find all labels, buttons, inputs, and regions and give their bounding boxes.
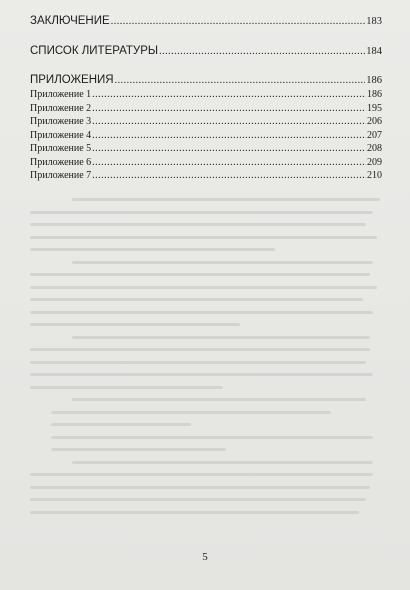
toc-entry-title: Приложение 3 (30, 116, 92, 127)
toc-leader-dots (92, 130, 366, 141)
toc-leader-dots (92, 103, 366, 114)
toc-entry-title: Приложение 4 (30, 129, 92, 141)
toc-entry-page: 186 (367, 89, 382, 100)
toc-entry-appendix-4 (30, 130, 382, 141)
toc-entry-title: Приложение 1 (30, 89, 92, 100)
toc-entry-appendix-1 (30, 89, 382, 100)
toc-entry-title: Приложение 5 (30, 143, 92, 154)
toc-leader-dots (92, 116, 366, 127)
toc-entry-title: Приложение 2 (30, 102, 92, 114)
toc-entry-page: 183 (366, 16, 382, 27)
toc-leader-dots (115, 75, 366, 86)
toc-entry-appendix-2 (30, 103, 382, 114)
toc-entry-page: 210 (367, 170, 382, 181)
toc-entry-page: 206 (367, 116, 382, 127)
toc-leader-dots (111, 16, 366, 27)
toc-leader-dots (159, 46, 365, 57)
toc-entry-title: ПРИЛОЖЕНИЯ (30, 74, 114, 86)
toc-leader-dots (92, 157, 366, 168)
toc-entry-title: ЗАКЛЮЧЕНИЕ (30, 15, 110, 27)
toc-entry-title: Приложение 7 (30, 170, 92, 181)
page-number: 5 (202, 551, 208, 563)
toc-leader-dots (92, 143, 366, 154)
toc-leader-dots (92, 170, 366, 181)
toc-entry-title: Приложение 6 (30, 156, 92, 168)
toc-entry-page: 184 (366, 46, 382, 57)
toc-leader-dots (92, 89, 366, 100)
show-through-text (30, 198, 380, 523)
toc-entry-bibliography (30, 45, 382, 57)
toc-entry-page: 186 (366, 75, 382, 86)
toc-entry-conclusion (30, 15, 382, 27)
toc-entry-page: 209 (367, 156, 382, 168)
toc-entry-appendix-5 (30, 143, 382, 154)
toc-entry-appendix-7 (30, 170, 382, 181)
toc-entry-title: СПИСОК ЛИТЕРАТУРЫ (30, 45, 159, 57)
toc-entry-appendices (30, 74, 382, 86)
toc-entry-appendix-6 (30, 157, 382, 168)
toc-entry-page: 195 (367, 102, 382, 114)
toc-entry-page: 208 (367, 143, 382, 154)
toc-entry-appendix-3 (30, 116, 382, 127)
toc-entry-page: 207 (367, 129, 382, 141)
